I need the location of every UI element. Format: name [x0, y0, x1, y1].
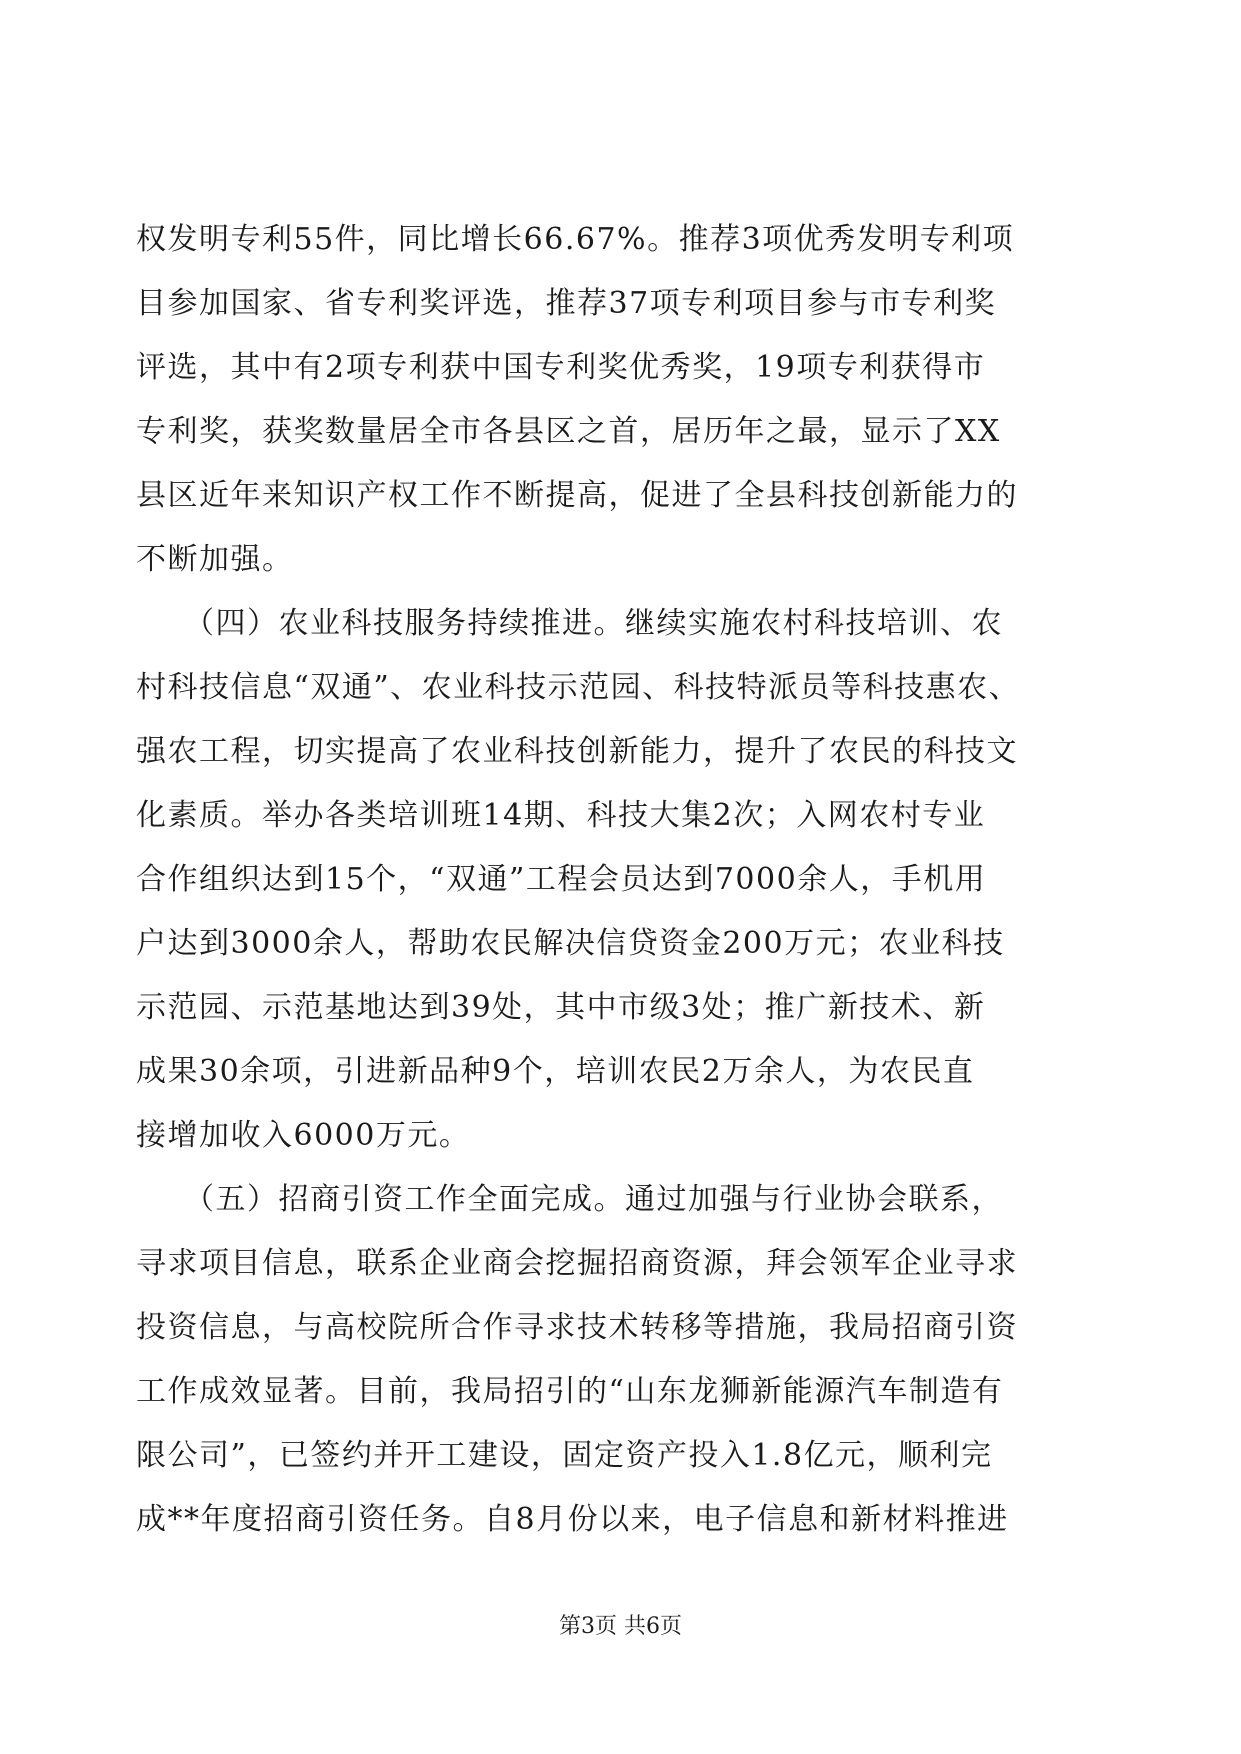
document-body — [136, 208, 1106, 1552]
page-number-footer: 第3页 共6页 — [559, 1614, 682, 1639]
text-line: 不断加强。 — [136, 542, 294, 577]
text-line: 县区近年来知识产权工作不断提高，促进了全县科技创新能力的 — [136, 478, 1018, 513]
text-line: （五）招商引资工作全面完成。通过加强与行业协会联系， — [136, 1182, 1003, 1217]
text-line: 目参加国家、省专利奖评选，推荐37项专利项目参与市专利奖 — [136, 286, 997, 321]
text-line: 工作成效显著。目前，我局招引的“山东龙狮新能源汽车制造有 — [136, 1374, 1004, 1409]
text-line: 接增加收入6000万元。 — [136, 1118, 471, 1153]
text-line: 成**年度招商引资任务。自8月份以来，电子信息和新材料推进 — [136, 1502, 1009, 1537]
text-line: 寻求项目信息，联系企业商会挖掘招商资源，拜会领军企业寻求 — [136, 1246, 1018, 1281]
text-line: （四）农业科技服务持续推进。继续实施农村科技培训、农 — [136, 606, 1003, 641]
text-line: 权发明专利55件，同比增长66.67%。推荐3项优秀发明专利项 — [136, 222, 1015, 257]
text-line: 限公司”，已签约并开工建设，固定资产投入1.8亿元，顺利完 — [136, 1438, 993, 1473]
text-line: 村科技信息“双通”、农业科技示范园、科技特派员等科技惠农、 — [136, 670, 1021, 705]
text-line: 评选，其中有2项专利获中国专利奖优秀奖，19项专利获得市 — [136, 350, 986, 385]
text-line: 化素质。举办各类培训班14期、科技大集2次；入网农村专业 — [136, 798, 986, 833]
text-line: 合作组织达到15个，“双通”工程会员达到7000余人，手机用 — [136, 862, 987, 897]
text-line: 示范园、示范基地达到39处，其中市级3处；推广新技术、新 — [136, 990, 986, 1025]
text-line: 户达到3000余人，帮助农民解决信贷资金200万元；农业科技 — [136, 926, 1005, 961]
text-line: 专利奖，获奖数量居全市各县区之首，居历年之最，显示了XX — [136, 414, 1001, 449]
text-line: 投资信息，与高校院所合作寻求技术转移等措施，我局招商引资 — [136, 1310, 1018, 1345]
text-line: 强农工程，切实提高了农业科技创新能力，提升了农民的科技文 — [136, 734, 1018, 769]
text-line: 成果30余项，引进新品种9个，培训农民2万余人，为农民直 — [136, 1054, 975, 1089]
